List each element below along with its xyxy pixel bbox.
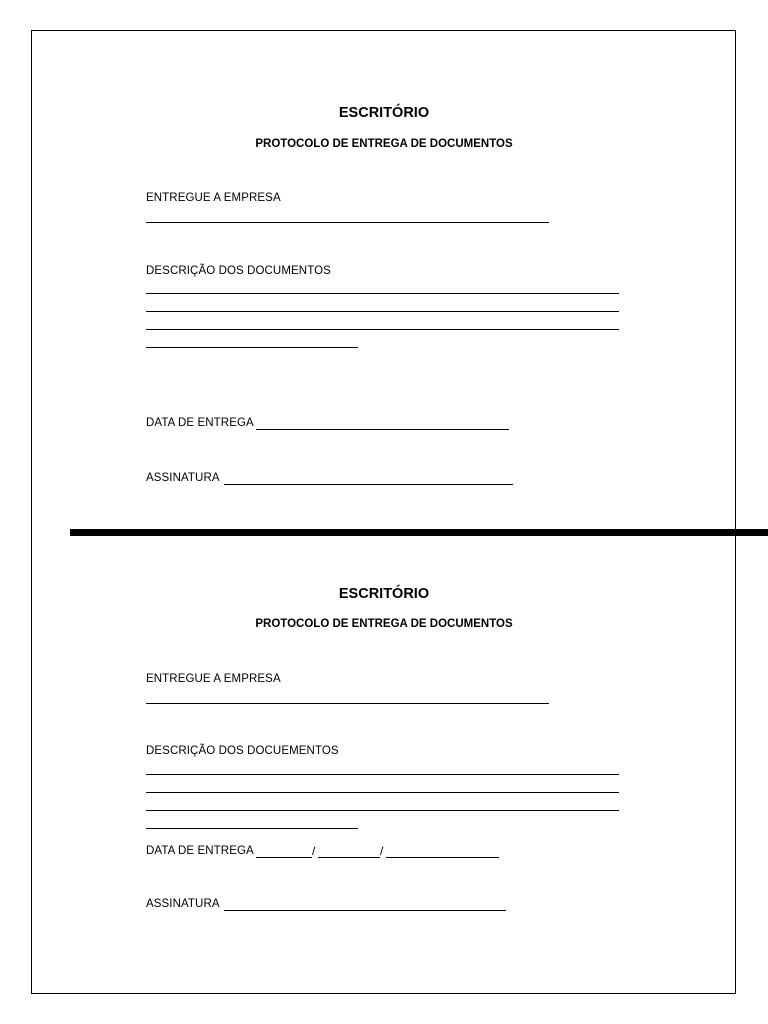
description-line-4[interactable]: [146, 828, 358, 829]
description-line-4[interactable]: [146, 347, 358, 348]
description-line-3[interactable]: [146, 329, 619, 330]
delivery-date-month-line[interactable]: [318, 857, 380, 858]
delivery-date-label: DATA DE ENTREGA: [146, 417, 254, 429]
delivery-date-day-line[interactable]: [256, 857, 312, 858]
signature-line[interactable]: [224, 910, 506, 911]
delivery-date-line[interactable]: [256, 429, 509, 430]
protocol-subtitle: PROTOCOLO DE ENTREGA DE DOCUMENTOS: [255, 618, 513, 630]
protocol-subtitle: PROTOCOLO DE ENTREGA DE DOCUMENTOS: [255, 138, 513, 150]
description-line-2[interactable]: [146, 792, 619, 793]
signature-line[interactable]: [224, 484, 513, 485]
delivery-date-label: DATA DE ENTREGA: [146, 845, 254, 857]
delivered-to-company-label: ENTREGUE A EMPRESA: [146, 192, 281, 204]
signature-label: ASSINATURA: [146, 898, 220, 910]
description-line-3[interactable]: [146, 810, 619, 811]
cut-separator-line: [70, 529, 768, 536]
delivered-to-company-line[interactable]: [146, 703, 549, 704]
description-line-2[interactable]: [146, 311, 619, 312]
date-separator: /: [380, 844, 384, 858]
delivered-to-company-label: ENTREGUE A EMPRESA: [146, 673, 281, 685]
office-title: ESCRITÓRIO: [338, 105, 430, 121]
description-line-1[interactable]: [146, 293, 619, 294]
documents-description-label: DESCRIÇÃO DOS DOCUEMENTOS: [146, 745, 339, 757]
office-title: ESCRITÓRIO: [338, 586, 430, 602]
delivered-to-company-line[interactable]: [146, 222, 549, 223]
documents-description-label: DESCRIÇÃO DOS DOCUMENTOS: [146, 265, 331, 277]
date-separator: /: [312, 844, 316, 858]
document-page-border: [31, 30, 736, 994]
signature-label: ASSINATURA: [146, 472, 220, 484]
description-line-1[interactable]: [146, 774, 619, 775]
delivery-date-year-line[interactable]: [386, 857, 499, 858]
